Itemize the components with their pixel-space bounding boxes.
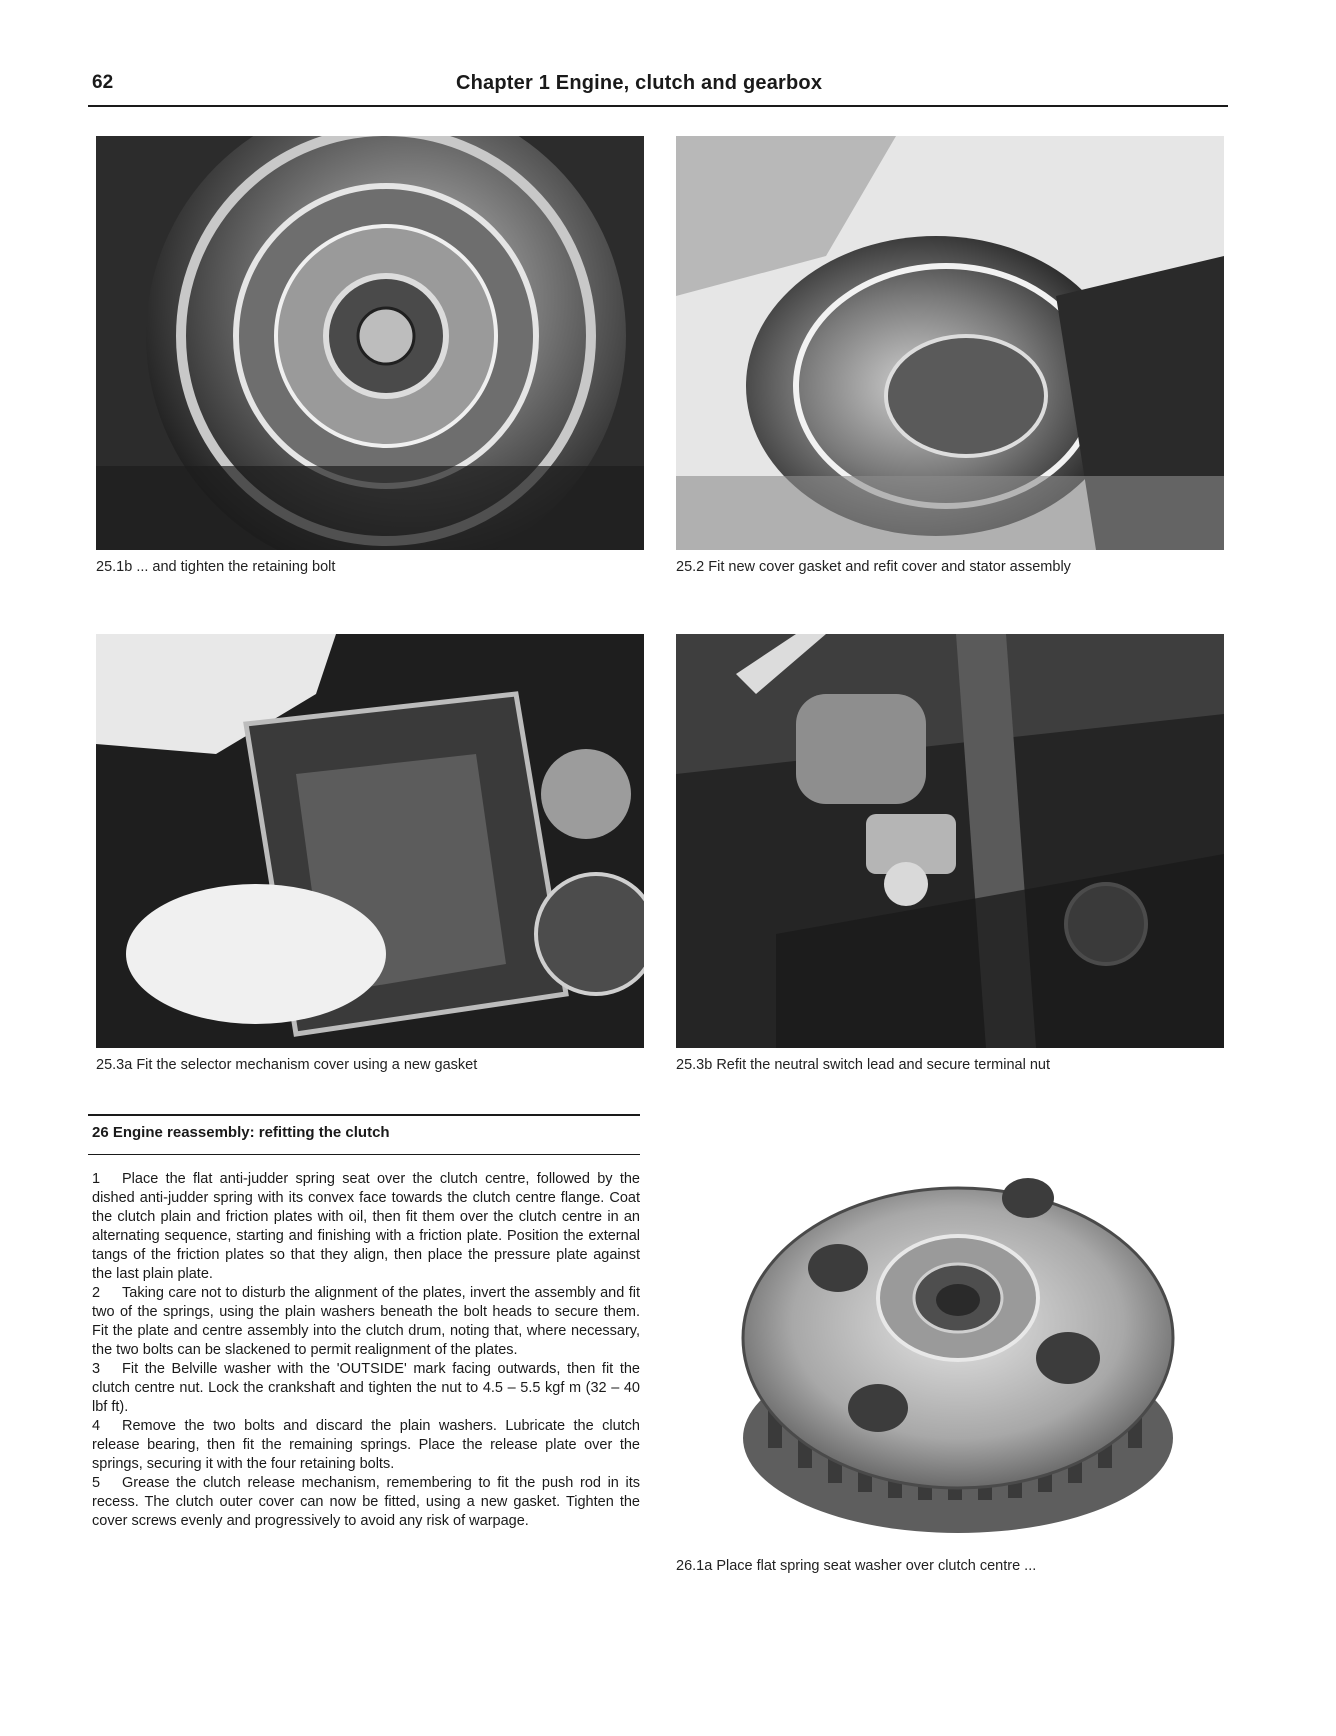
section-rule-top <box>88 1114 640 1116</box>
paragraph-text: Taking care not to disturb the alignment of the plates, invert the assembly and fit two of the springs, using the plain washers beneath the bolt heads to secure them. Fit the plate and centre assembly into the clutch drum, noting that, where necessary, the two bolts can be slackened to permit realignment of the plates. <box>92 1285 640 1358</box>
paragraph-2 <box>92 1284 640 1360</box>
paragraph-4 <box>92 1417 640 1474</box>
paragraph-text: Place the flat anti-judder spring seat over the clutch centre, followed by the dished anti-judder spring with its convex face towards the clutch centre flange. Coat the clutch plain and friction plates with oil, then fit them over the clutch centre in an alternating sequence, starting and finishing with a friction plate. Position the external tangs of the friction plates so that they align, then place the pressure plate against the last plain plate. <box>92 1171 640 1282</box>
paragraph-5 <box>92 1474 640 1531</box>
caption-25-2: 25.2 Fit new cover gasket and refit cover and stator assembly <box>676 559 1071 575</box>
section-heading: 26 Engine reassembly: refitting the clutch <box>92 1124 390 1141</box>
photo-25-3a <box>96 634 644 1048</box>
page-number: 62 <box>92 72 114 93</box>
caption-25-3b: 25.3b Refit the neutral switch lead and secure terminal nut <box>676 1057 1050 1073</box>
paragraph-number: 1 <box>92 1171 101 1187</box>
photo-25-1b <box>96 136 644 550</box>
paragraph-number: 2 <box>92 1285 101 1301</box>
paragraph-text: Grease the clutch release mechanism, remembering to fit the push rod in its recess. The clutch outer cover can now be fitted, using a new gasket. Tighten the cover screws evenly and progressively to avoid any risk of warpage. <box>92 1475 640 1529</box>
photo-25-2 <box>676 136 1224 550</box>
paragraph-1 <box>92 1170 640 1284</box>
photo-25-3b <box>676 634 1224 1048</box>
section-rule-bottom <box>88 1154 640 1155</box>
caption-25-1b: 25.1b ... and tighten the retaining bolt <box>96 559 336 575</box>
caption-26-1a: 26.1a Place flat spring seat washer over clutch centre ... <box>676 1558 1037 1574</box>
paragraph-number: 5 <box>92 1475 101 1491</box>
chapter-title: Chapter 1 Engine, clutch and gearbox <box>456 72 823 94</box>
paragraph-3 <box>92 1360 640 1417</box>
photo-26-1a <box>708 1108 1208 1548</box>
paragraph-number: 3 <box>92 1361 101 1377</box>
caption-25-3a: 25.3a Fit the selector mechanism cover using a new gasket <box>96 1057 478 1073</box>
paragraph-number: 4 <box>92 1418 101 1434</box>
paragraph-text: Remove the two bolts and discard the plain washers. Lubricate the clutch release bearing, then fit the remaining springs. Place the release plate over the springs, securing it with the four retaining bolts. <box>92 1418 640 1472</box>
section-body <box>92 1170 640 1531</box>
paragraph-text: Fit the Belville washer with the 'OUTSIDE' mark facing outwards, then fit the clutch centre nut. Lock the crankshaft and tighten the nut to 4.5 – 5.5 kgf m (32 – 40 lbf ft). <box>92 1361 640 1415</box>
header-rule <box>88 105 1228 107</box>
